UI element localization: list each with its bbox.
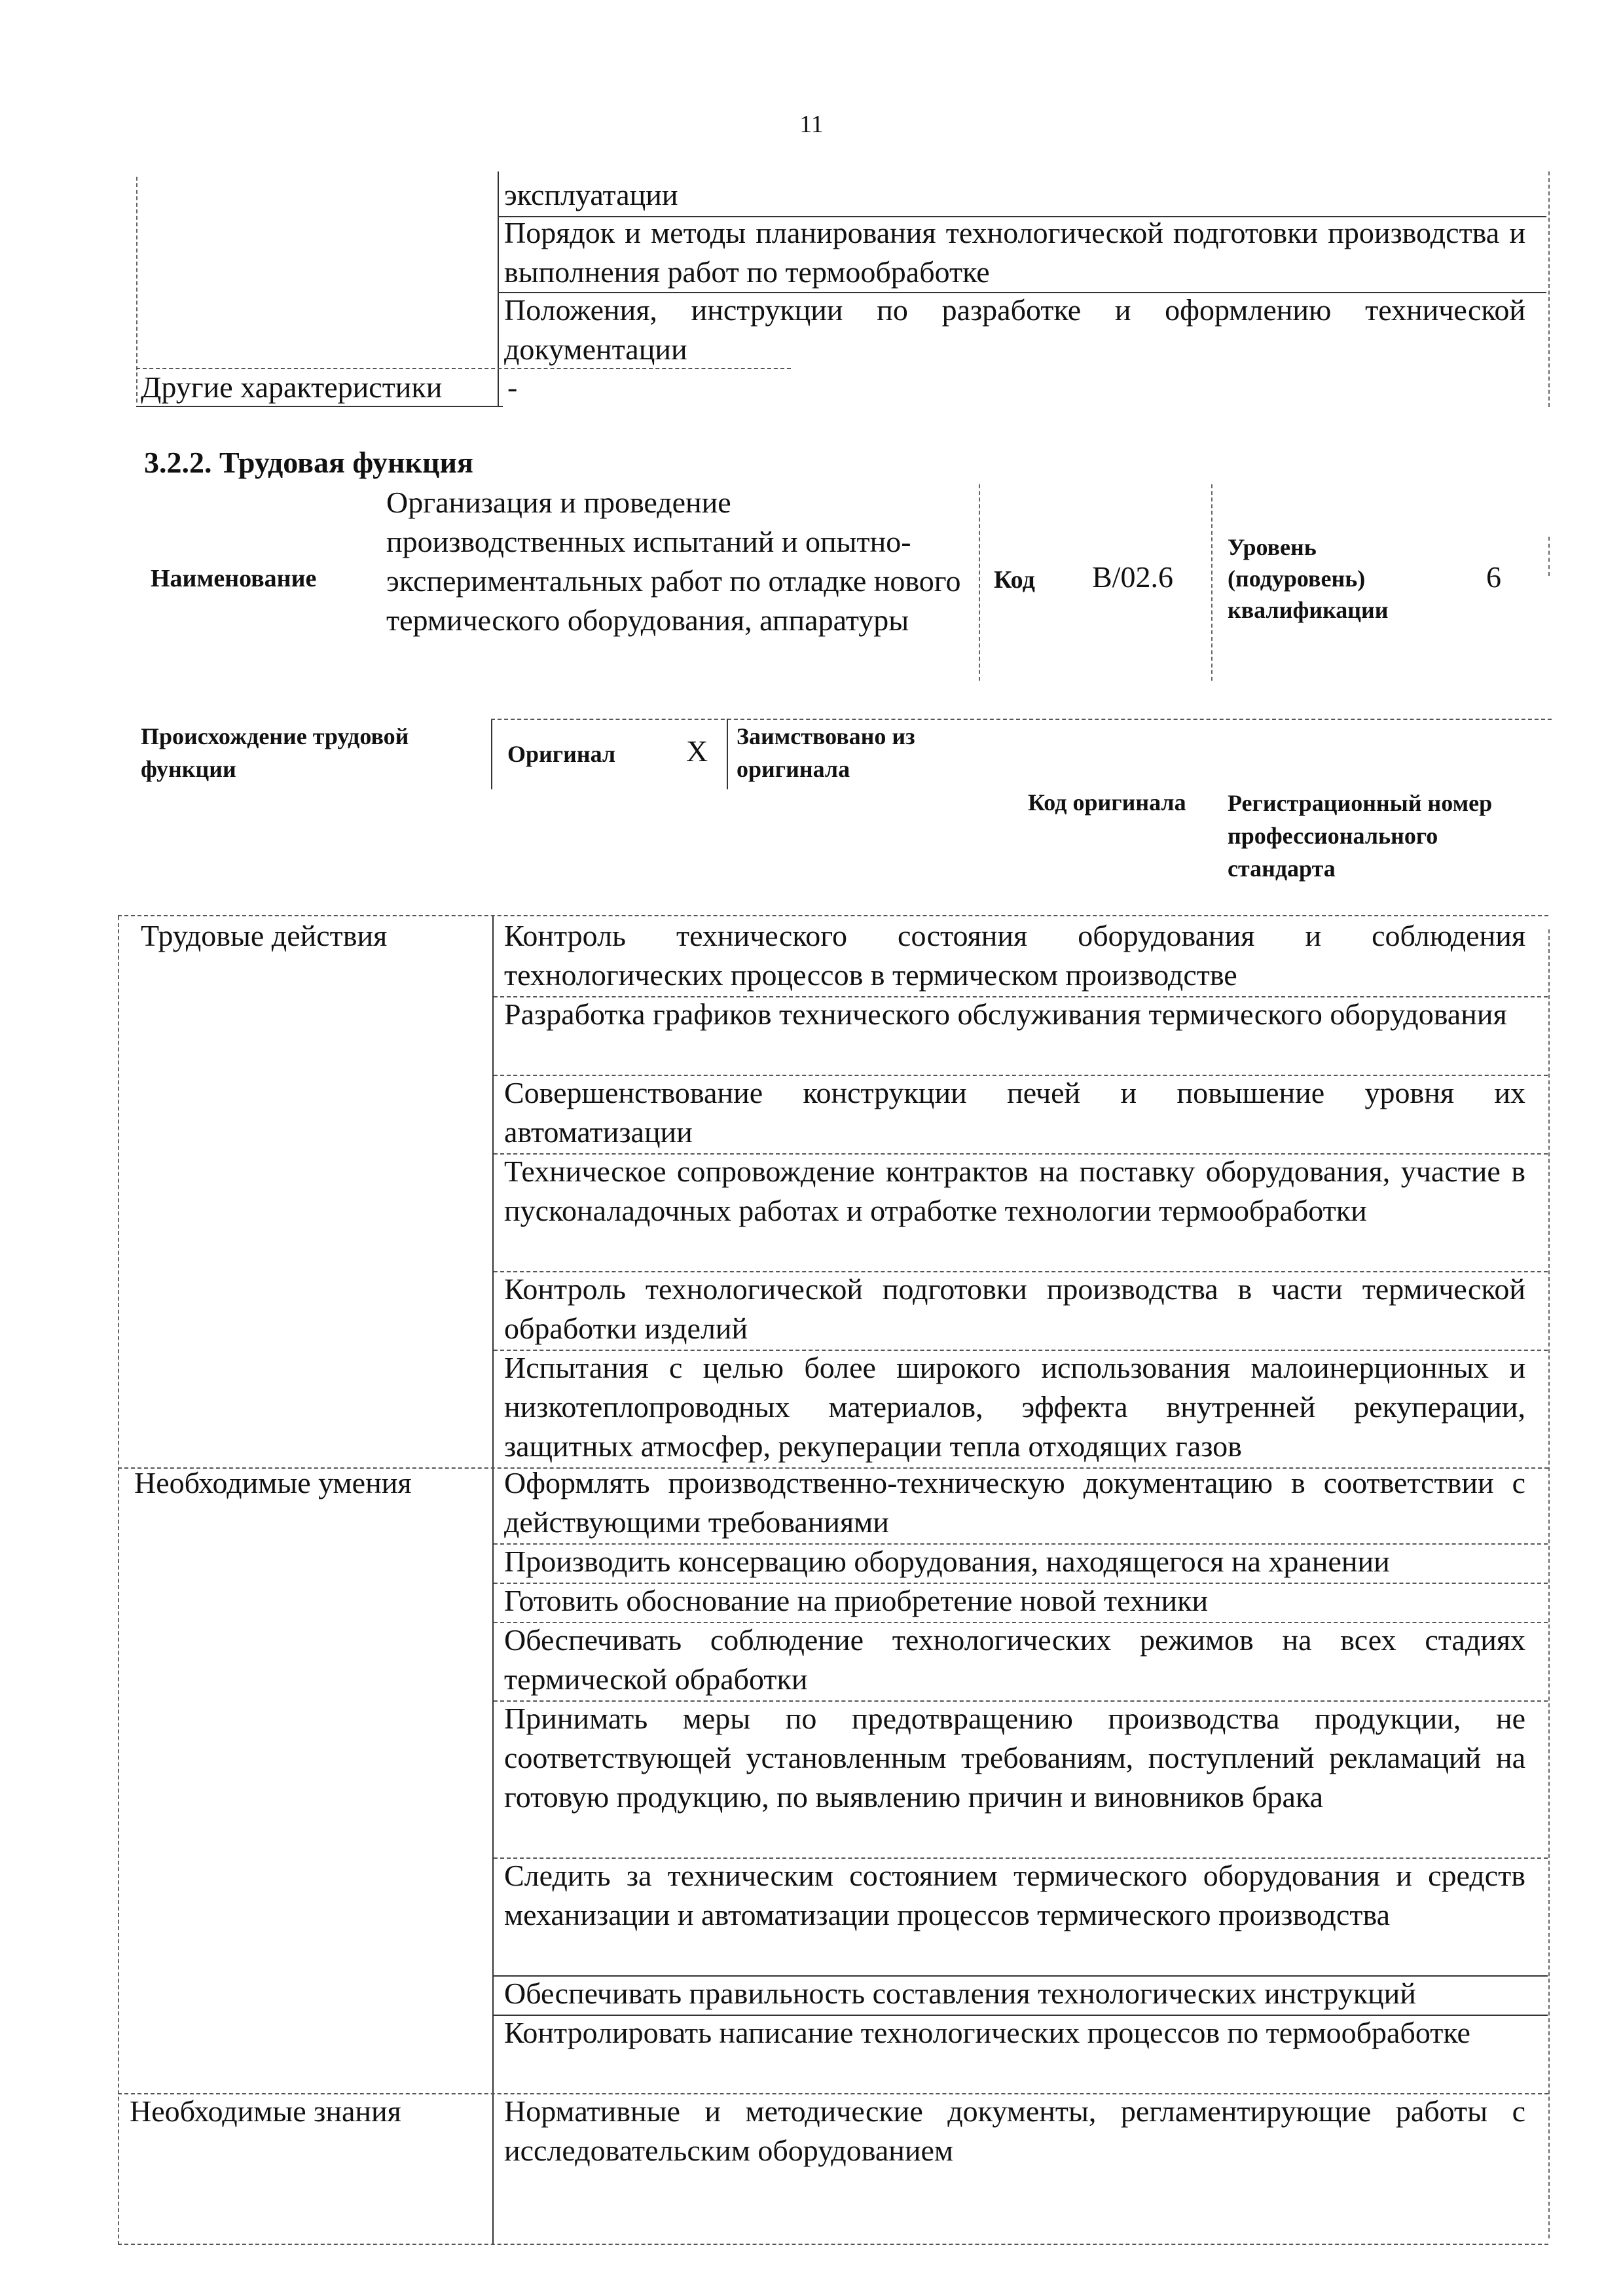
list-item: Принимать меры по предотвращению производства продукции, не соответствующей установленным требованиям, поступлений рекламаций на готовую продукцию, по выявлению причин и виновников брака (504, 1702, 1525, 1814)
main-table-left-border (118, 916, 119, 2245)
page-number: 11 (799, 111, 824, 138)
main-table-right-border (1548, 929, 1550, 2238)
list-item: Контроль технического состояния оборудования и соблюдения технологических процессов в термическом производстве (504, 919, 1525, 992)
original-mark: X (686, 734, 708, 768)
list-item: Испытания с целью более широкого использования малоинерционных и низкотеплопроводных материалов, эффекта внутренней рекуперации, защитных атмосфер, рекуперации тепла отходящих газов (504, 1351, 1525, 1463)
required-skills-label: Необходимые умения (134, 1466, 412, 1499)
table-column-divider (498, 171, 499, 407)
registration-number-label: Регистрационный номер профессионального стандарта (1228, 790, 1493, 882)
main-table-column-divider (492, 915, 494, 2244)
origin-box-left (491, 719, 492, 789)
function-name: Организация и проведение производственных испытаний и опытно-экспериментальных работ по отладке нового термического оборудования, аппаратуры (386, 486, 961, 637)
other-characteristics-label: Другие характеристики (141, 370, 443, 404)
table-row: эксплуатации (504, 178, 678, 211)
table-right-border (1548, 171, 1550, 407)
origin-label: Происхождение трудовой функции (141, 723, 409, 782)
original-code-label: Код оригинала (1028, 789, 1186, 816)
list-item: Производить консервацию оборудования, находящегося на хранении (504, 1545, 1390, 1578)
origin-box-top (491, 719, 1552, 720)
list-item: Обеспечивать соблюдение технологических режимов на всех стадиях термической обработки (504, 1623, 1525, 1696)
code-label: Код (994, 566, 1035, 594)
code-value: B/02.6 (1092, 560, 1173, 594)
table-row: Порядок и методы планирования технологической подготовки производства и выполнения работ по термообработке (504, 216, 1525, 289)
header-right-border (1548, 537, 1550, 576)
required-knowledge-label: Необходимые знания (130, 2094, 401, 2128)
list-item: Следить за техническим состоянием термического оборудования и средств механизации и автоматизации процессов термического производства (504, 1859, 1525, 1931)
header-divider (1211, 484, 1213, 681)
header-divider (979, 484, 980, 681)
origin-divider (727, 719, 728, 789)
borrowed-option: Заимствовано из оригинала (737, 723, 915, 782)
main-table-bottom-border (118, 2244, 1548, 2245)
list-item: Техническое сопровождение контрактов на поставку оборудования, участие в пусконаладочных работах и отработке технологии термообработки (504, 1155, 1525, 1227)
list-item: Оформлять производственно-техническую документацию в соответствии с действующими требованиями (504, 1466, 1525, 1539)
level-value: 6 (1486, 560, 1501, 594)
list-item: Совершенствование конструкции печей и повышение уровня их автоматизации (504, 1076, 1525, 1149)
labor-actions-label: Трудовые действия (141, 919, 388, 952)
level-label: Уровень (подуровень) квалификации (1228, 534, 1389, 623)
list-item: Контроль технологической подготовки производства в части термической обработки изделий (504, 1272, 1525, 1345)
list-item: Обеспечивать правильность составления технологических инструкций (504, 1977, 1416, 2010)
row-divider (136, 406, 503, 407)
section-heading: 3.2.2. Трудовая функция (144, 446, 473, 479)
other-characteristics-value: - (507, 370, 518, 404)
list-item: Нормативные и методические документы, регламентирующие работы с исследовательским оборудованием (504, 2094, 1525, 2167)
name-label: Наименование (151, 565, 317, 592)
list-item: Разработка графиков технического обслуживания термического оборудования (504, 997, 1507, 1031)
table-row: Положения, инструкции по разработке и оформлению технической документации (504, 293, 1525, 366)
list-item: Готовить обоснование на приобретение новой техники (504, 1584, 1209, 1617)
original-option: Оригинал (507, 741, 616, 767)
list-item: Контролировать написание технологических процессов по термообработке (504, 2016, 1470, 2049)
